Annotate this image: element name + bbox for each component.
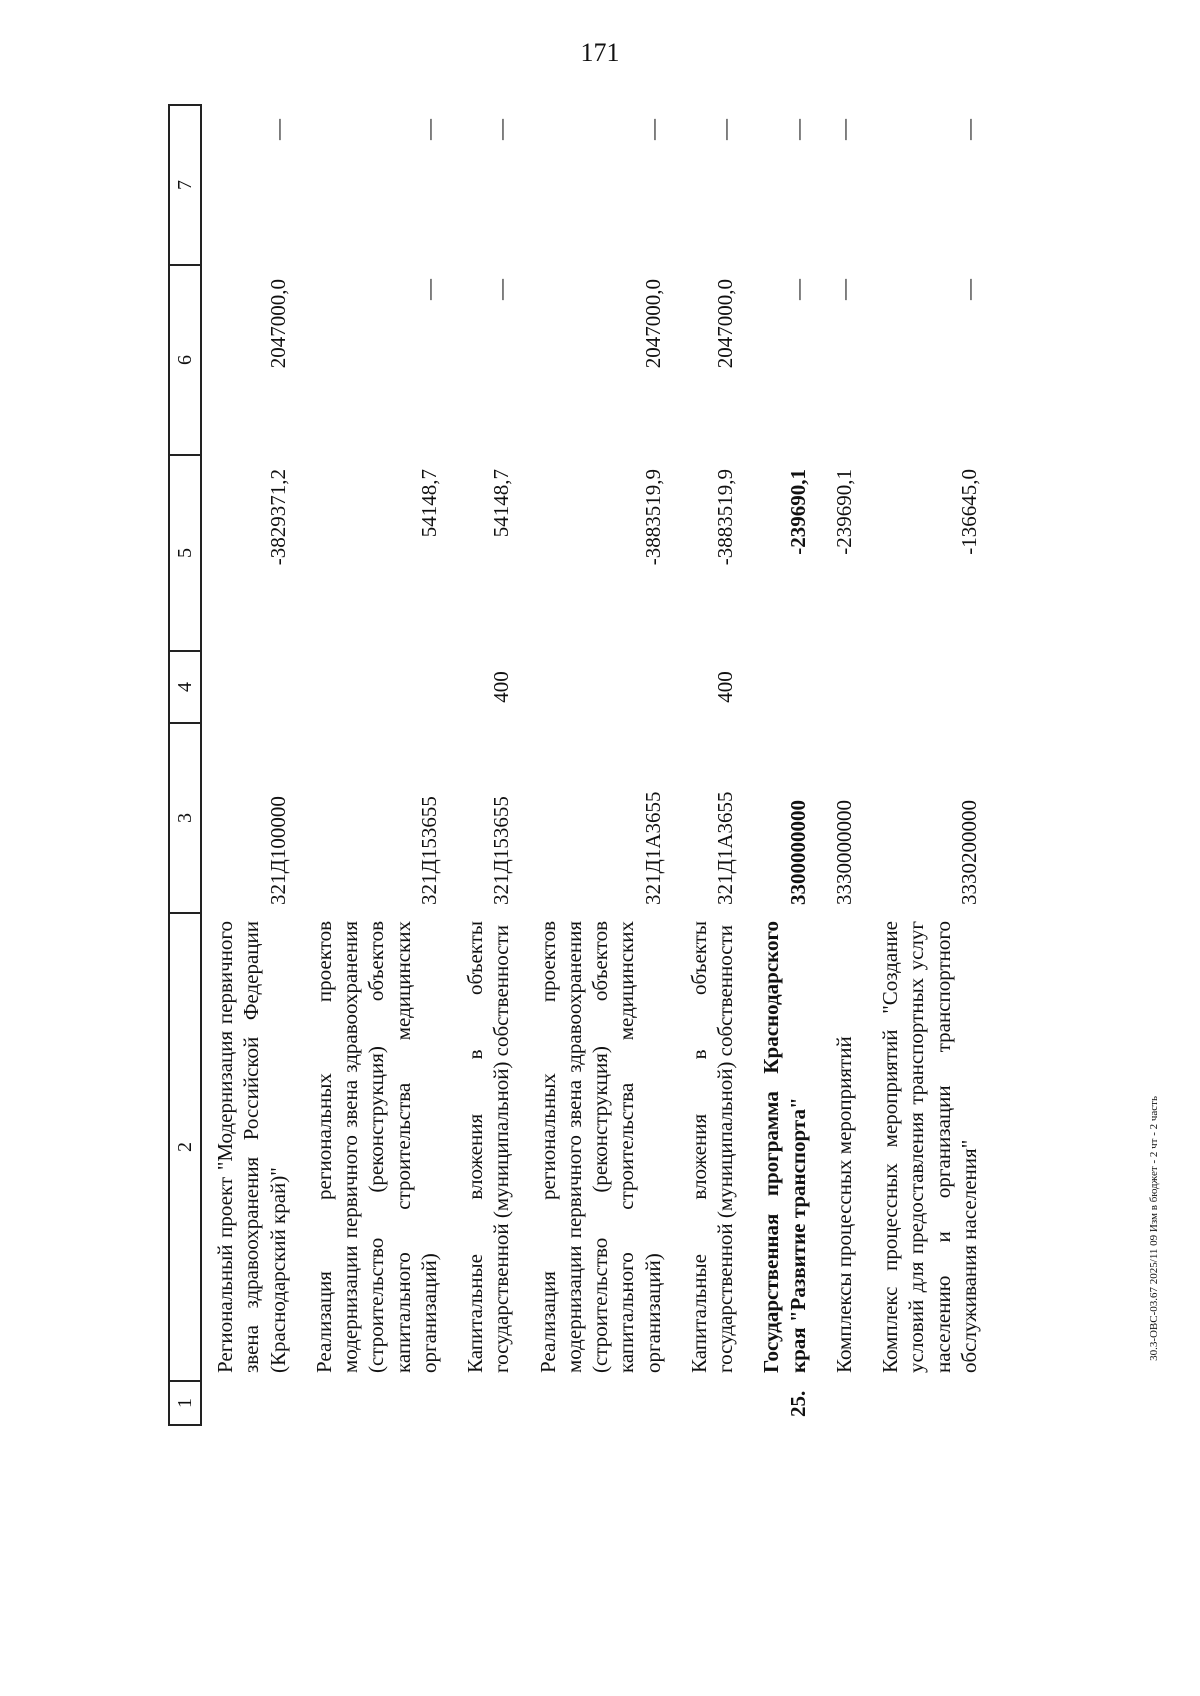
target-code: 321Д1А3655	[713, 791, 737, 905]
row-number	[301, 1381, 452, 1425]
amount-col5: -136645,0	[956, 469, 981, 555]
table-row	[676, 105, 749, 1425]
amount-col5: -3883519,9	[713, 469, 737, 566]
budget-table	[168, 104, 992, 1426]
table-row	[821, 105, 867, 1425]
document-footer-code: 30.3-ОВС-03.67 2025/11 09 Изм в бюджет - 2 чт - 2 часть	[1148, 1096, 1160, 1361]
column-number-row	[169, 105, 201, 1425]
table-row	[452, 105, 525, 1425]
expense-type	[201, 651, 301, 723]
amount-col5: -239690,1	[831, 469, 856, 555]
amount-col5: -3829371,2	[265, 469, 290, 566]
amount-col7: —	[831, 119, 856, 140]
amount-col5: -3883519,9	[640, 469, 665, 566]
target-code: 3330200000	[956, 800, 981, 905]
page-number: 171	[580, 38, 620, 67]
table-row	[748, 105, 821, 1425]
target-code: 321Д153655	[416, 796, 441, 905]
amount-col6: —	[489, 279, 514, 300]
amount-col6: —	[416, 279, 441, 300]
target-code: 3300000000	[785, 800, 810, 905]
expense-type	[821, 651, 867, 723]
target-code: 321Д1А3655	[640, 791, 665, 905]
table-row	[867, 105, 992, 1425]
amount-col6: 2047000,0	[640, 279, 665, 369]
row-number	[867, 1381, 992, 1425]
target-code: 321Д153655	[489, 796, 514, 905]
row-number	[676, 1381, 749, 1425]
amount-col7: —	[416, 119, 441, 140]
row-name: Комплекс процессных мероприятий "Создание условий для предоставления транспортных услуг населению и организации транспортного обслуживания населения"	[878, 921, 981, 1373]
column-header: 2	[169, 913, 201, 1381]
expense-type: 400	[489, 671, 514, 703]
column-header: 7	[169, 105, 201, 265]
row-name: Реализация региональных проектов модернизации первичного звена здравоохранения (строительство (реконструкция) объектов капитального строительства медицинских организаций)	[311, 921, 441, 1373]
expense-type	[748, 651, 821, 723]
table-row	[201, 105, 301, 1425]
table-row	[525, 105, 676, 1425]
rotated-page-content	[168, 106, 981, 1426]
column-header: 6	[169, 265, 201, 455]
expense-type: 400	[713, 671, 737, 703]
row-name: Комплексы процессных мероприятий	[831, 1036, 856, 1373]
row-name: Капитальные вложения в объекты государственной (муниципальной) собственности	[463, 921, 514, 1373]
target-code: 321Д100000	[265, 796, 290, 905]
row-number	[525, 1381, 676, 1425]
row-name: Региональный проект "Модернизация первичного звена здравоохранения Российской Федерации (Краснодарский край)"	[213, 921, 290, 1373]
amount-col7: —	[489, 119, 514, 140]
column-header: 4	[169, 651, 201, 723]
column-header: 5	[169, 455, 201, 651]
amount-col6: 2047000,0	[713, 279, 737, 369]
row-name: Государственная программа Краснодарского края "Развитие транспорта"	[759, 921, 810, 1373]
row-number	[201, 1381, 301, 1425]
expense-type	[301, 651, 452, 723]
amount-col5: 54148,7	[489, 469, 514, 538]
amount-col7: —	[785, 119, 810, 140]
amount-col6: —	[785, 279, 810, 300]
amount-col6: —	[831, 279, 856, 300]
amount-col7: —	[713, 119, 737, 140]
amount-col5: -239690,1	[785, 469, 810, 555]
expense-type	[525, 651, 676, 723]
row-name: Реализация региональных проектов модернизации первичного звена здравоохранения (строительство (реконструкция) объектов капитального строительства медицинских организаций)	[535, 921, 665, 1373]
amount-col6: 2047000,0	[265, 279, 290, 369]
amount-col5: 54148,7	[416, 469, 441, 538]
column-header: 3	[169, 723, 201, 913]
amount-col7: —	[640, 119, 665, 140]
table-row	[301, 105, 452, 1425]
column-header: 1	[169, 1381, 201, 1425]
row-number	[821, 1381, 867, 1425]
row-number	[452, 1381, 525, 1425]
row-name: Капитальные вложения в объекты государственной (муниципальной) собственности	[686, 921, 737, 1373]
amount-col6: —	[956, 279, 981, 300]
amount-col7: —	[265, 119, 290, 140]
expense-type	[867, 651, 992, 723]
target-code: 3330000000	[831, 800, 856, 905]
row-number: 25.	[785, 1390, 810, 1417]
amount-col7: —	[956, 119, 981, 140]
